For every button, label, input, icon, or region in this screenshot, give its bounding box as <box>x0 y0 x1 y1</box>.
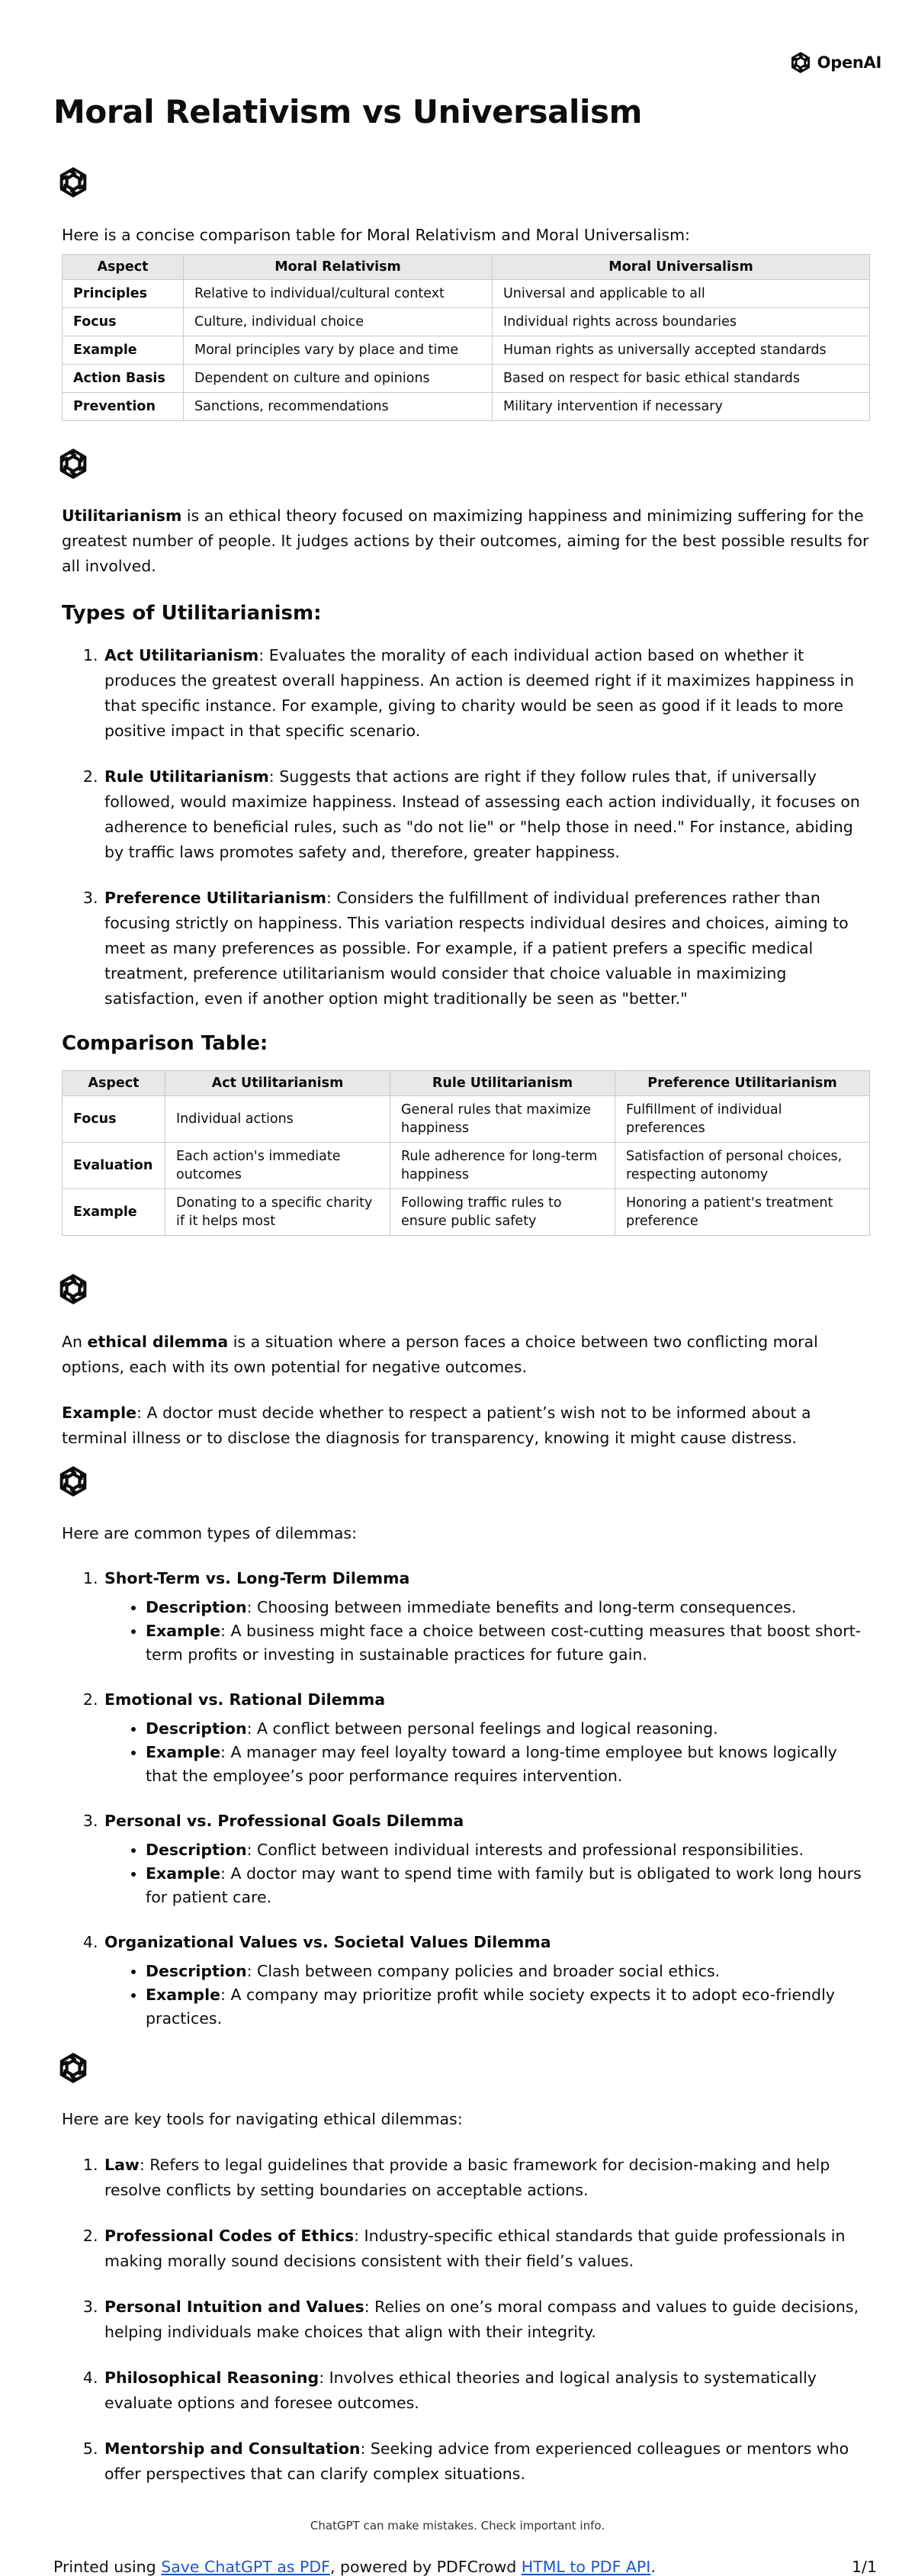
paragraph-text: is a situation where a person faces a choice between two conflicting moral options, each with its own potential for negative outcomes. <box>62 1333 818 1376</box>
bold-term: Personal Intuition and Values <box>104 2298 364 2316</box>
table-cell: Human rights as universally accepted standards <box>493 336 870 365</box>
table-cell: Based on respect for basic ethical standards <box>493 365 870 393</box>
label: Example <box>146 1864 221 1883</box>
table-header: Preference Utilitarianism <box>615 1071 870 1096</box>
page-title: Moral Relativism vs Universalism <box>53 93 642 130</box>
list-item-text: : Seeking advice from experienced colleagues or mentors who offer perspectives that can clarify complex situations. <box>104 2439 849 2483</box>
sub-list-item <box>146 1619 870 1667</box>
sub-list-item <box>146 1983 870 2031</box>
table-row <box>63 365 870 393</box>
section-heading: Comparison Table: <box>62 1032 268 1055</box>
table-header: Aspect <box>63 1071 165 1096</box>
label: Description <box>146 1841 247 1859</box>
sub-list-text: : A conflict between personal feelings and logical reasoning. <box>246 1719 718 1738</box>
table-cell: Action Basis <box>63 365 184 393</box>
bold-term: Utilitarianism <box>62 507 182 525</box>
paragraph-text: : A doctor must decide whether to respect a patient’s wish not to be informed about a terminal illness or to disclose the diagnosis for transparency, knowing it might cause distress. <box>62 1404 811 1447</box>
list-item-text: : Considers the fulfillment of individual preferences rather than focusing strictly on happiness. This variation respects individual desires and choices, aiming to meet as many preferences as possible. For example, if a patient prefers a specific medical treatment, preference utilitarianism would consider that choice valuable in maximizing satisfaction, even if another option might traditionally be seen as "better." <box>104 889 849 1008</box>
table-row <box>63 308 870 336</box>
sub-list-item <box>146 1862 870 1909</box>
list-item <box>103 2153 870 2203</box>
table-header: Moral Relativism <box>184 255 493 280</box>
list-item-text: : Evaluates the morality of each individual action based on whether it produces the greatest overall happiness. An action is deemed right if it maximizes happiness in that specific instance. For example, giving to charity would be seen as good if it leads to more positive impact in that specific scenario. <box>104 646 855 740</box>
sub-list-item <box>146 1741 870 1788</box>
table-cell: Culture, individual choice <box>184 308 493 336</box>
message-utilitarianism <box>62 503 870 1236</box>
label: Description <box>146 1598 247 1616</box>
item-title: Short-Term vs. Long-Term Dilemma <box>104 1569 410 1587</box>
message-intro: Here are key tools for navigating ethical dilemmas: <box>62 2110 463 2128</box>
chatgpt-avatar-icon <box>56 1272 91 1307</box>
print-footer <box>53 2558 877 2576</box>
print-text: , powered by PDFCrowd <box>329 2558 522 2576</box>
chatgpt-avatar-icon <box>56 1464 91 1499</box>
disclaimer: ChatGPT can make mistakes. Check important info. <box>310 2519 605 2533</box>
table-cell: General rules that maximize happiness <box>390 1096 615 1143</box>
list-item <box>103 886 870 1011</box>
table-cell: Prevention <box>63 393 184 421</box>
chatgpt-avatar-icon <box>56 165 91 200</box>
page-number: 1/1 <box>852 2558 877 2576</box>
table-cell: Dependent on culture and opinions <box>184 365 493 393</box>
list-item <box>103 1566 870 1667</box>
table-cell: Focus <box>63 308 184 336</box>
table-row <box>63 336 870 365</box>
table-row <box>63 1189 870 1236</box>
list-item <box>103 643 870 744</box>
message-tools <box>62 2107 870 2507</box>
types-list <box>62 643 870 1011</box>
sub-list-text: : Choosing between immediate benefits and long-term consequences. <box>246 1598 797 1616</box>
paragraph <box>62 1401 870 1451</box>
chatgpt-avatar-icon <box>56 446 91 481</box>
table-header: Moral Universalism <box>493 255 870 280</box>
table-cell: Example <box>63 1189 165 1236</box>
paragraph <box>62 503 870 579</box>
relativism-table <box>62 254 870 421</box>
table-row <box>63 393 870 421</box>
list-item <box>103 2295 870 2345</box>
table-header-row <box>63 255 870 280</box>
sub-list-text: : A business might face a choice between cost-cutting measures that boost short-term profits or investing in sustainable practices for future gain. <box>146 1622 862 1664</box>
sub-list-text: : Clash between company policies and broader social ethics. <box>246 1962 721 1980</box>
table-cell: Rule adherence for long-term happiness <box>390 1143 615 1189</box>
sub-list <box>104 1838 870 1909</box>
save-chatgpt-pdf-link[interactable]: Save ChatGPT as PDF <box>161 2558 330 2576</box>
utilitarianism-table <box>62 1070 870 1236</box>
sub-list-text: : A company may prioritize profit while society expects it to adopt eco-friendly practices. <box>146 1986 835 2028</box>
bold-term: ethical dilemma <box>87 1333 229 1351</box>
list-item <box>103 2365 870 2416</box>
bold-term: Example <box>62 1404 137 1422</box>
list-item <box>103 764 870 865</box>
bold-term: Professional Codes of Ethics <box>104 2227 355 2245</box>
list-item <box>103 1930 870 2031</box>
bold-term: Law <box>104 2156 140 2174</box>
table-cell: Satisfaction of personal choices, respecting autonomy <box>615 1143 870 1189</box>
message-relativism <box>62 223 870 421</box>
table-cell: Each action's immediate outcomes <box>165 1143 390 1189</box>
sub-list-item <box>146 1717 870 1741</box>
item-title: Emotional vs. Rational Dilemma <box>104 1690 386 1709</box>
table-cell: Fulfillment of individual preferences <box>615 1096 870 1143</box>
label: Example <box>146 1986 221 2004</box>
label: Description <box>146 1962 247 1980</box>
item-title: Personal vs. Professional Goals Dilemma <box>104 1812 464 1830</box>
table-cell: Following traffic rules to ensure public safety <box>390 1189 615 1236</box>
section-heading: Types of Utilitarianism: <box>62 602 322 625</box>
sub-list <box>104 1596 870 1667</box>
label: Example <box>146 1622 221 1640</box>
sub-list-text: : Conflict between individual interests and professional responsibilities. <box>246 1841 804 1859</box>
message-ethical-dilemma <box>62 1330 870 1451</box>
list-item-text: : Suggests that actions are right if they follow rules that, if universally followed, would maximize happiness. Instead of assessing each action individually, it focuses on adherence to beneficial rules, such as "do not lie" or "help those in need." For instance, abiding by traffic laws promotes safety and, therefore, greater happiness. <box>104 767 860 861</box>
sub-list-text: : A manager may feel loyalty toward a long-time employee but knows logically that the employee’s poor performance requires intervention. <box>146 1743 837 1785</box>
label: Example <box>146 1743 221 1761</box>
table-cell: Individual actions <box>165 1096 390 1143</box>
table-row <box>63 280 870 308</box>
paragraph <box>62 1330 870 1380</box>
table-header: Rule Utilitarianism <box>390 1071 615 1096</box>
list-item <box>103 2224 870 2274</box>
table-cell: Focus <box>63 1096 165 1143</box>
table-header-row <box>63 1071 870 1096</box>
list-item <box>103 2436 870 2487</box>
brand-name: OpenAI <box>817 53 881 72</box>
list-item-text: : Involves ethical theories and logical analysis to systematically evaluate options and foresee outcomes. <box>104 2369 817 2412</box>
list-item-text: : Industry-specific ethical standards that guide professionals in making morally sound decisions consistent with their field’s values. <box>104 2227 846 2270</box>
bold-term: Act Utilitarianism <box>104 646 259 664</box>
openai-logo-icon <box>788 50 813 75</box>
sub-list-text: : A doctor may want to spend time with family but is obligated to work long hours for patient care. <box>146 1864 862 1906</box>
dilemma-types-list <box>62 1566 870 2031</box>
sub-list <box>104 1717 870 1788</box>
paragraph-text: is an ethical theory focused on maximizing happiness and minimizing suffering for the greatest number of people. It judges actions by their outcomes, aiming for the best possible results for all involved. <box>62 507 869 575</box>
bold-term: Rule Utilitarianism <box>104 767 269 786</box>
html-to-pdf-api-link[interactable]: HTML to PDF API <box>521 2558 651 2576</box>
message-dilemma-types <box>62 1521 870 2051</box>
item-title: Organizational Values vs. Societal Values Dilemma <box>104 1933 551 1951</box>
label: Description <box>146 1719 247 1738</box>
print-text: . <box>650 2558 656 2576</box>
table-cell: Military intervention if necessary <box>493 393 870 421</box>
sub-list-item <box>146 1596 870 1619</box>
list-item <box>103 1809 870 1909</box>
sub-list-item <box>146 1838 870 1862</box>
table-cell: Donating to a specific charity if it helps most <box>165 1189 390 1236</box>
table-cell: Evaluation <box>63 1143 165 1189</box>
tools-list <box>62 2153 870 2487</box>
list-item <box>103 1687 870 1788</box>
list-item-text: : Relies on one’s moral compass and values to guide decisions, helping individuals make choices that align with their integrity. <box>104 2298 859 2341</box>
paragraph-text: An <box>62 1333 88 1351</box>
sub-list <box>104 1960 870 2031</box>
sub-list-item <box>146 1960 870 1983</box>
table-cell: Individual rights across boundaries <box>493 308 870 336</box>
message-intro: Here are common types of dilemmas: <box>62 1524 357 1542</box>
table-cell: Moral principles vary by place and time <box>184 336 493 365</box>
table-cell: Principles <box>63 280 184 308</box>
print-text: Printed using <box>53 2558 162 2576</box>
brand-header <box>788 50 881 75</box>
table-row <box>63 1143 870 1189</box>
print-credit <box>53 2558 656 2576</box>
table-cell: Honoring a patient's treatment preference <box>615 1189 870 1236</box>
table-cell: Relative to individual/cultural context <box>184 280 493 308</box>
message-intro: Here is a concise comparison table for Moral Relativism and Moral Universalism: <box>62 226 690 244</box>
table-cell: Example <box>63 336 184 365</box>
bold-term: Philosophical Reasoning <box>104 2369 319 2387</box>
list-item-text: : Refers to legal guidelines that provide a basic framework for decision-making and help resolve conflicts by setting boundaries on acceptable actions. <box>104 2156 830 2199</box>
table-cell: Universal and applicable to all <box>493 280 870 308</box>
table-header: Aspect <box>63 255 184 280</box>
table-row <box>63 1096 870 1143</box>
bold-term: Preference Utilitarianism <box>104 889 326 907</box>
table-header: Act Utilitarianism <box>165 1071 390 1096</box>
bold-term: Mentorship and Consultation <box>104 2439 361 2458</box>
table-cell: Sanctions, recommendations <box>184 393 493 421</box>
chatgpt-avatar-icon <box>56 2050 91 2086</box>
